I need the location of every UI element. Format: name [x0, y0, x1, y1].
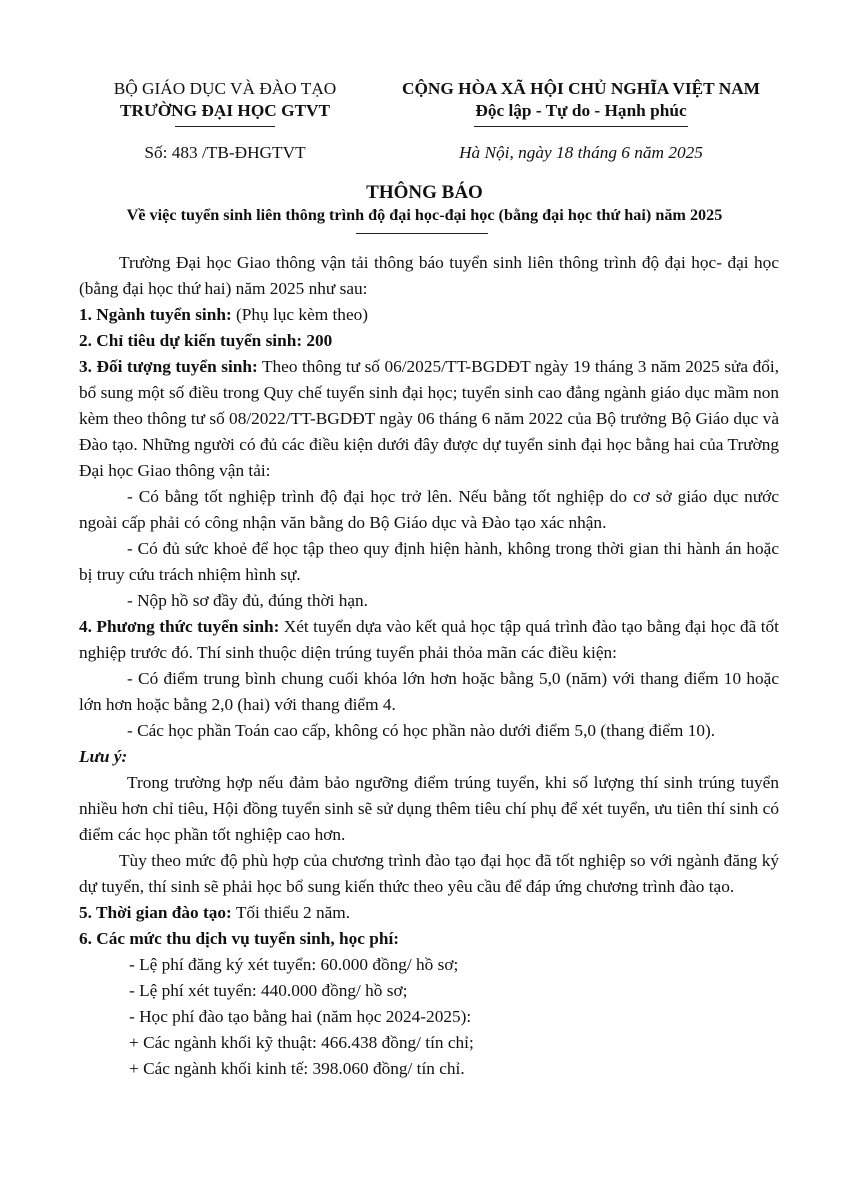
section-4-item: - Có điểm trung bình chung cuối khóa lớn hơn hoặc bằng 5,0 (năm) với thang điểm 10 hoặc lớn hơn hoặc bằng 2,0 (hai) với thang điểm 4.	[79, 669, 779, 714]
section-3-item: - Có đủ sức khoẻ để học tập theo quy định hiện hành, không trong thời gian thi hành án hoặc bị truy cứu trách nhiệm hình sự.	[79, 539, 779, 584]
fee-item: - Lệ phí đăng ký xét tuyển: 60.000 đồng/ hồ sơ;	[129, 955, 459, 974]
section-2	[79, 328, 779, 354]
national-header	[372, 78, 790, 127]
section-5-label: 5. Thời gian đào tạo:	[79, 903, 232, 922]
section-5-text: Tối thiểu 2 năm.	[231, 903, 351, 922]
section-1-text: (Phụ lục kèm theo)	[231, 305, 369, 324]
note-paragraph-2: Tùy theo mức độ phù hợp của chương trình đào tạo đại học đã tốt nghiệp so với ngành đăng ký dự tuyển, thí sinh sẽ phải học bổ sung kiến thức theo yêu cầu để đáp ứng chương trình đào tạo.	[79, 851, 779, 896]
document-title: THÔNG BÁO	[366, 182, 483, 203]
issuer-underline	[175, 126, 275, 127]
section-3-item: - Nộp hồ sơ đầy đủ, đúng thời hạn.	[127, 591, 368, 610]
section-1-label: 1. Ngành tuyển sinh:	[79, 305, 232, 324]
fee-item: - Học phí đào tạo bằng hai (năm học 2024-2025):	[129, 1007, 472, 1026]
section-4	[79, 614, 779, 666]
section-3	[79, 354, 779, 484]
section-4-text: Xét tuyển dựa vào kết quả học tập quá trình đào tạo bằng đại học đã tốt nghiệp trước đó. Thí sinh thuộc diện trúng tuyển phải thỏa mãn các điều kiện:	[79, 617, 779, 662]
issuer-block	[90, 78, 360, 127]
section-6-label: 6. Các mức thu dịch vụ tuyển sinh, học phí:	[79, 929, 400, 948]
section-2-label: 2. Chỉ tiêu dự kiến tuyển sinh: 200	[79, 331, 333, 350]
fee-item: - Lệ phí xét tuyển: 440.000 đồng/ hồ sơ;	[129, 981, 408, 1000]
section-3-label: 3. Đối tượng tuyển sinh:	[79, 357, 258, 376]
section-3-item: - Có bằng tốt nghiệp trình độ đại học trở lên. Nếu bằng tốt nghiệp do cơ sở giáo dục nước ngoài cấp phải có công nhận văn bằng do Bộ Giáo dục và Đào tạo xác nhận.	[79, 487, 779, 532]
section-1	[79, 302, 779, 328]
note-heading	[79, 744, 779, 770]
document-number: Số: 483 /TB-ĐHGTVT	[144, 143, 306, 162]
subtitle-underline	[356, 233, 488, 234]
republic-name: CỘNG HÒA XÃ HỘI CHỦ NGHĨA VIỆT NAM	[402, 79, 760, 98]
document-subtitle: Về việc tuyển sinh liên thông trình độ đại học-đại học (bằng đại học thứ hai) năm 2025	[126, 206, 723, 224]
document-date: Hà Nội, ngày 18 tháng 6 năm 2025	[459, 143, 703, 162]
fee-item: + Các ngành khối kỹ thuật: 466.438 đồng/ tín chỉ;	[129, 1033, 474, 1052]
intro-paragraph: Trường Đại học Giao thông vận tải thông báo tuyển sinh liên thông trình độ đại học- đại học (bằng đại học thứ hai) năm 2025 như sau:	[79, 253, 779, 298]
ministry-name: BỘ GIÁO DỤC VÀ ĐÀO TẠO	[113, 79, 337, 98]
section-3-text: Theo thông tư số 06/2025/TT-BGDĐT ngày 19 tháng 3 năm 2025 sửa đổi, bổ sung một số điều trong Quy chế tuyển sinh đại học; tuyển sinh cao đẳng ngành giáo dục mầm non kèm theo thông tư số 08/2022/TT-BGDĐT ngày 06 tháng 6 năm 2022 của Bộ trưởng Bộ Giáo dục và Đào tạo. Những người có đủ các điều kiện dưới đây được dự tuyển sinh đại học bằng hai của Trường Đại học Giao thông vận tải:	[79, 357, 779, 480]
section-6	[79, 926, 779, 952]
note-paragraph-1: Trong trường hợp nếu đảm bảo ngưỡng điểm trúng tuyển, khi số lượng thí sinh trúng tuyển nhiều hơn chỉ tiêu, Hội đồng tuyển sinh sẽ sử dụng thêm tiêu chí phụ để xét tuyển, ưu tiên thí sinh có điểm các học phần tốt nghiệp cao hơn.	[79, 773, 779, 844]
document-body	[79, 250, 779, 1082]
section-4-item: - Các học phần Toán cao cấp, không có học phần nào dưới điểm 5,0 (thang điểm 10).	[127, 721, 716, 740]
note-label: Lưu ý:	[79, 747, 128, 766]
fee-item: + Các ngành khối kinh tế: 398.060 đồng/ tín chỉ.	[129, 1059, 465, 1078]
motto-underline	[474, 126, 688, 127]
section-4-label: 4. Phương thức tuyển sinh:	[79, 617, 280, 636]
national-motto: Độc lập - Tự do - Hạnh phúc	[475, 101, 687, 120]
university-name: TRƯỜNG ĐẠI HỌC GTVT	[119, 101, 331, 120]
section-5	[79, 900, 779, 926]
